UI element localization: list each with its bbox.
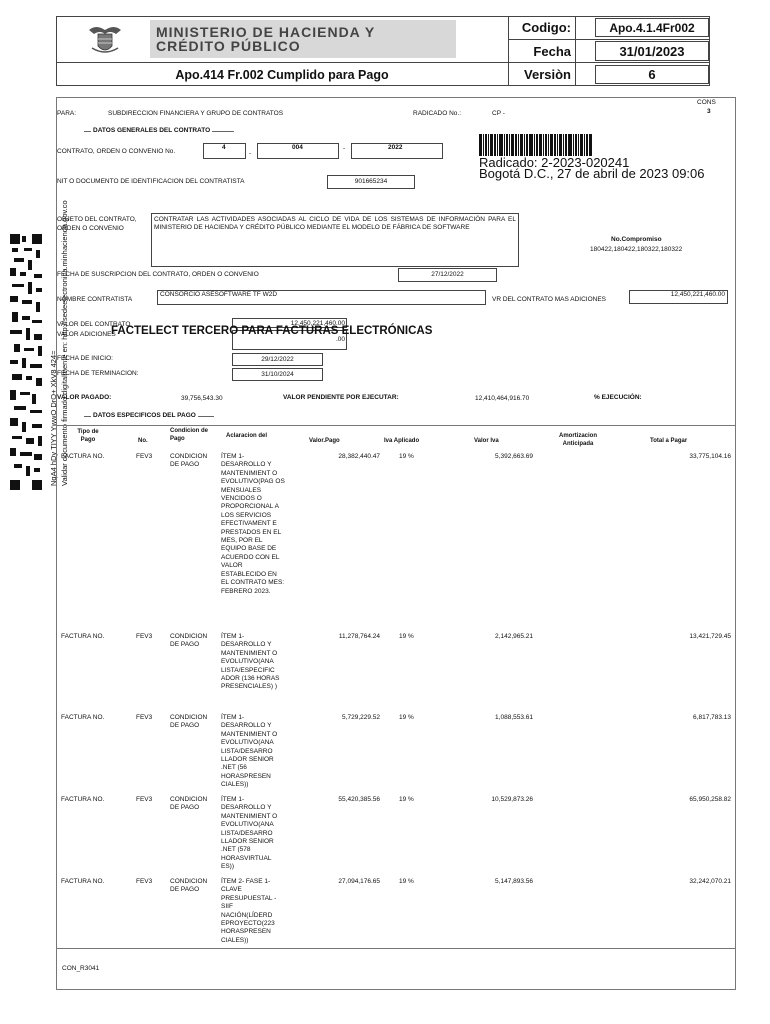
ministry-name-line1: MINISTERIO DE HACIENDA Y (156, 24, 376, 40)
para-label: PARA: (57, 110, 77, 117)
form-title: Apo.414 Fr.002 Cumplido para Pago (175, 68, 389, 82)
payment-row-0-total: 33,775,104.16 (689, 453, 731, 460)
contrato-part3-field: 2022 (351, 143, 443, 159)
payment-row-2-aclaracion: ÍTEM 1- DESARROLLO Y MANTENIMIENT O EVOLUTIVO(ANA LISTA/DESARRO LLADOR SENIOR .NET (56 HORASPRESEN CIALES)) (221, 714, 278, 789)
fecha-inicio-label: FECHA DE INICIO: (57, 355, 113, 362)
payment-row-1-valor: 11,278,764.24 (338, 633, 380, 640)
footer-code: CON_R3041 (62, 965, 100, 972)
payment-row-0-tipo: FACTURA NO. (61, 453, 105, 460)
para-value: SUBDIRECCION FINANCIERA Y GRUPO DE CONTRATOS (108, 110, 284, 117)
valor-contrato-field: 12,450,221,460.00 (232, 318, 347, 328)
payment-row-0-valor-iva: 5,392,663.69 (495, 453, 533, 460)
radicado-stamp-line2: Bogotá D.C., 27 de abril de 2023 09:06 (479, 166, 705, 181)
coat-of-arms-logo (86, 22, 124, 56)
payment-row-0-condicion: CONDICION DE PAGO (170, 453, 208, 469)
compromiso-value: 180422,180422,180322,180322 (590, 246, 683, 253)
valor-pendiente-value: 12,410,464,916.70 (475, 395, 530, 402)
payment-row-1-no: FEV3 (136, 633, 153, 640)
valor-contrato-label: VALOR DEL CONTRATO (57, 321, 131, 328)
payment-row-2-condicion: CONDICION DE PAGO (170, 714, 208, 730)
ejecucion-label: % EJECUCIÓN: (594, 394, 642, 401)
qr-code-icon (8, 232, 44, 492)
payment-row-2-total: 6,817,783.13 (693, 714, 731, 721)
payments-table (56, 425, 736, 949)
fecha-suscripcion-label: FECHA DE SUSCRIPCION DEL CONTRATO, ORDEN O CONVENIO (57, 271, 259, 278)
factelect-overlay-text: FACTELECT TERCERO PARA FACTURAS ELECTRÓNICAS (111, 325, 433, 337)
ministry-name-line2: CRÉDITO PÚBLICO (156, 38, 301, 54)
payment-row-3-valor: 55,420,385.56 (338, 796, 380, 803)
valor-pagado-value: 39,756,543.30 (181, 395, 223, 402)
fecha-terminacion-label: FECHA DE TERMINACION: (57, 370, 139, 377)
fecha-value: 31/01/2023 (595, 41, 709, 61)
header-divider-v2 (575, 16, 576, 86)
payment-row-4-no: FEV3 (136, 878, 153, 885)
nit-label: NIT O DOCUMENTO DE IDENTIFICACION DEL CONTRATISTA (57, 178, 245, 185)
payment-row-4-valor: 27,094,176.65 (338, 878, 380, 885)
payment-row-3-valor-iva: 10,529,873.26 (491, 796, 533, 803)
nombre-field: CONSORCIO ASESOFTWARE TF W2D (157, 290, 486, 305)
valor-pagado-label: VALOR PAGADO: (57, 394, 112, 401)
radicado-barcode-icon (479, 134, 625, 156)
payment-row-1-aclaracion: ÍTEM 1- DESARROLLO Y MANTENIMIENT O EVOLUTIVO(ANA LISTA/ESPECIFIC ADOR (136 HORAS PRESENCIALES) ) (221, 633, 280, 691)
contrato-sep1: - (249, 150, 252, 157)
payment-row-4-condicion: CONDICION DE PAGO (170, 878, 208, 894)
payment-row-3-condicion: CONDICION DE PAGO (170, 796, 208, 812)
general-section-title: DATOS GENERALES DEL CONTRATO (93, 127, 211, 134)
objeto-label-2: ORDEN O CONVENIO (57, 225, 124, 232)
payment-row-3-total: 65,950,258.82 (689, 796, 731, 803)
objeto-label-1: OBJETO DEL CONTRATO, (57, 216, 137, 223)
valor-pendiente-label: VALOR PENDIENTE POR EJECUTAR: (283, 394, 399, 401)
header-divider-h2 (56, 62, 710, 63)
header-iva-aplicado: Iva Aplicado (384, 438, 420, 444)
header-no: No. (138, 438, 148, 444)
payment-row-1-iva: 19 % (399, 633, 414, 640)
payment-row-3-no: FEV3 (136, 796, 153, 803)
objeto-field: CONTRATAR LAS ACTIVIDADES ASOCIADAS AL CICLO DE VIDA DE LOS SISTEMAS DE INFORMACIÓN PARA EL MINISTERIO DE HACIENDA Y CRÉDITO PÚBLICO MEDIANTE EL MODELO DE FÁBRICA DE SOFTWARE (151, 213, 519, 267)
vr-adiciones-field: 12,450,221,460.00 (629, 290, 728, 304)
payments-section-title: DATOS ESPECIFICOS DEL PAGO (93, 412, 196, 419)
payment-row-1-total: 13,421,729.45 (689, 633, 731, 640)
header-amortizacion: Amortizacion Anticipada (558, 433, 597, 447)
payment-row-2-no: FEV3 (136, 714, 153, 721)
payment-row-1-condicion: CONDICION DE PAGO (170, 633, 208, 649)
payment-row-0-valor: 28,382,440.47 (338, 453, 380, 460)
radicado-value: CP - (492, 110, 505, 117)
fecha-inicio-field: 29/12/2022 (232, 353, 323, 366)
payment-row-2-iva: 19 % (399, 714, 414, 721)
codigo-value: Apo.4.1.4Fr002 (595, 18, 709, 37)
version-label: Versiòn (524, 67, 571, 82)
header-valor: Valor.Pago (309, 438, 340, 444)
payment-row-1-valor-iva: 2,142,965.21 (495, 633, 533, 640)
payment-row-2-tipo: FACTURA NO. (61, 714, 105, 721)
contrato-label: CONTRATO, ORDEN O CONVENIO No. (57, 148, 176, 155)
cons-label: CONS (697, 99, 716, 106)
payment-row-0-aclaracion: ÍTEM 1- DESARROLLO Y MANTENIMIENT O EVOLUTIVO(PAG OS MENSUALES VENCIDOS O PROPORCIONAL A LOS SERVICIOS EFECTIVAMENT E PRESTADOS EN EL MES, POR EL EQUIPO BASE DE ACUERDO CON EL VALOR ESTABLECIDO EN EL CONTRATO MES: FEBRERO 2023. (221, 453, 285, 595)
payment-row-2-valor-iva: 1,088,553.61 (495, 714, 533, 721)
contrato-part2-field: 004 (257, 143, 339, 159)
payment-row-0-no: FEV3 (136, 453, 153, 460)
contrato-part1-field: 4 (203, 143, 246, 159)
payment-row-0-iva: 19 % (399, 453, 414, 460)
header-valor-iva: Valor Iva (474, 438, 499, 444)
fecha-suscripcion-field: 27/12/2022 (398, 268, 497, 282)
payment-row-4-tipo: FACTURA NO. (61, 878, 105, 885)
header-total: Total a Pagar (650, 438, 688, 444)
payment-row-4-total: 32,242,070.21 (689, 878, 731, 885)
header-condicion: Condicion de Pago (170, 428, 208, 442)
compromiso-label: No.Compromiso (611, 236, 662, 243)
signature-code-text: NqA4 hDy TIYY YwwO DrO+ XkV8 424= (49, 350, 58, 486)
nit-field: 901665234 (327, 175, 415, 189)
valor-adiciones-field: .00 (232, 330, 347, 350)
header-aclaracion: Aclaracion del (226, 433, 268, 439)
radicado-stamp-line1: Radicado: 2-2023-020241 (479, 155, 630, 170)
payment-row-3-iva: 19 % (399, 796, 414, 803)
fecha-terminacion-field: 31/10/2024 (232, 368, 323, 381)
header-tipo: Tipo de Pago (77, 429, 99, 443)
validation-url-text: Validar documento firmado digitalmente en: http://sedeelectronica.minhacienda.gov.co (60, 200, 69, 486)
payment-row-2-valor: 5,729,229.52 (342, 714, 380, 721)
payment-row-3-tipo: FACTURA NO. (61, 796, 105, 803)
cons-value: 3 (707, 108, 711, 115)
nombre-label: NOMBRE CONTRATISTA (57, 296, 133, 303)
version-value: 6 (595, 65, 709, 84)
payment-row-4-aclaracion: ÍTEM 2- FASE 1- CLAVE PRESUPUESTAL - SIIF NACIÓN(LÍDERD EPROYECTO(223 HORASPRESEN CIALES)) (221, 878, 277, 944)
codigo-label: Codigo: (521, 20, 571, 35)
payment-row-4-iva: 19 % (399, 878, 414, 885)
fecha-label: Fecha (533, 43, 571, 59)
valor-adiciones-label: VALOR ADICIONES (57, 331, 116, 338)
payment-row-1-tipo: FACTURA NO. (61, 633, 105, 640)
payment-row-4-valor-iva: 5,147,893.56 (495, 878, 533, 885)
radicado-label: RADICADO No.: (413, 110, 462, 117)
payment-row-3-aclaracion: ÍTEM 1- DESARROLLO Y MANTENIMIENT O EVOLUTIVO(ANA LISTA/DESARRO LLADOR SENIOR .NET (578 HORASVIRTUAL ES)) (221, 796, 278, 871)
vr-adiciones-label: VR DEL CONTRATO MAS ADICIONES (492, 296, 607, 303)
contrato-sep2: - (343, 145, 346, 152)
